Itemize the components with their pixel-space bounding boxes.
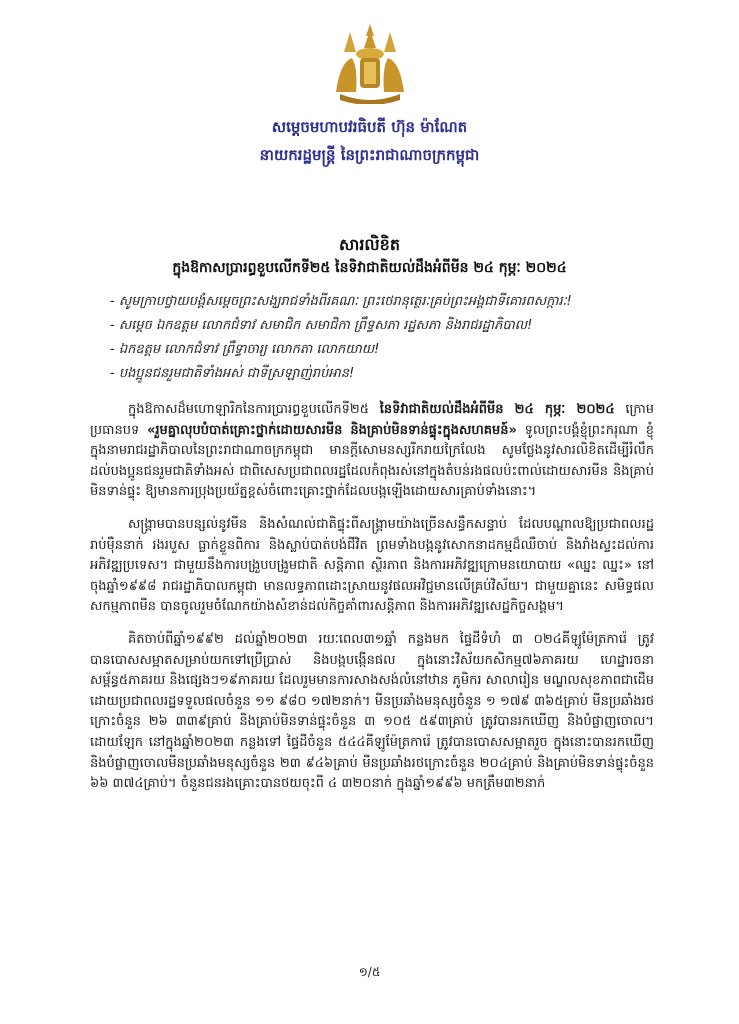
salutation-item: - ឯកឧត្តម លោកជំទាវ ព្រឹទ្ធាចារ្យ លោកតា លោកយាយ! [110,342,380,357]
paragraph: សង្គ្រាមបានបន្សល់នូវមីន និងសំណល់ជាតិផ្ទុះពីសង្គ្រាមយ៉ាងច្រើនសន្ធឹកសន្ធាប់ ដែលបណ្តាលឱ្យប្រជាពលរដ្ឋរាប់ម៉ឺននាក់ រងរបួស ធ្លាក់ខ្លួនពិការ និងស្លាប់បាត់បង់ជីវិត ព្រមទាំងបង្កនូវសោកនាដកម្មដ៏ឈឺចាប់ និងរាំងស្ទះដល់ការអភិវឌ្ឍប្រទេស។ ជាមួយនឹងការបង្រួបបង្រួមជាតិ សន្តិភាព ស្ថិរភាព និងការអភិវឌ្ឍក្រោមនយោបាយ «ឈ្នះ ឈ្នះ» នៅចុងឆ្នាំ១៩៩៨ រាជរដ្ឋាភិបាលកម្ពុជា មានលទ្ធភាពដោះស្រាយនូវផលអវិជ្ជមានលើគ្រប់វិស័យ។ ជាមួយគ្នានេះ សមិទ្ធផលសកម្មភាពមីន បានចូលរួមចំណែកយ៉ាងសំខាន់ដល់កិច្ចគាំពារសន្តិភាព និងការអភិវឌ្ឍសេដ្ឋកិច្ចសង្គម។ [90,516,654,615]
salutation-list [110,290,670,386]
salutation-item: - សម្តេច ឯកឧត្តម លោកជំទាវ សមាជិក សមាជិកា ព្រឹទ្ធសភា រដ្ឋសភា និងរាជរដ្ឋាភិបាល! [110,318,533,333]
author-position: នាយករដ្ឋមន្ត្រី នៃព្រះរាជាណាចក្រកម្ពុជា [259,146,480,164]
paragraph-text: ទូលព្រះបង្គំខ្ញុំព្រះករុណា ខ្ញុំ ក្នុងនាមរាជរដ្ឋាភិបាលនៃព្រះរាជាណាចក្រកម្ពុជា មានក្តីសោមនស្សរីករាយក្រៃលែង សូមថ្លែងនូវសារលិខិតដើម្បីរំលឹកដល់បងប្អូនជនរួមជាតិទាំងអស់ ជាពិសេសប្រជាពលរដ្ឋដែលកំពុងរស់នៅក្នុងតំបន់រងផលប៉ះពាល់ដោយសារមីន និងគ្រាប់មិនទាន់ផ្ទុះ ឱ្យមានការប្រុងប្រយ័ត្នខ្ពស់ចំពោះគ្រោះថ្នាក់ដែលបង្កឡើងដោយសារគ្រាប់ទាំងនោះ។ [90,422,655,500]
document-title: សារលិខិត [339,235,400,254]
royal-emblem-icon [330,22,410,104]
paragraph-bold-text: នៃទិវាជាតិយល់ដឹងអំពីមីន ២៤ កុម្ភៈ ២០២៤ [379,402,615,417]
page-number: ១/៥ [358,965,381,979]
document-subtitle: ក្នុងឱកាសប្រារព្ធខួបលើកទី២៥ នៃទិវាជាតិយល់ដឹងអំពីមីន ២៤ កុម្ភៈ ២០២៤ [172,260,567,276]
salutation-item: - បងប្អូនជនរួមជាតិទាំងអស់ ជាទីស្រឡាញ់រាប់អាន! [110,366,355,381]
paragraph: គិតចាប់ពីឆ្នាំ១៩៩២ ដល់ឆ្នាំ២០២៣ រយៈពេល៣១ឆ្នាំ កន្លងមក ផ្ទៃដីទំហំ ៣ ០២៤គីឡូម៉ែត្រការ៉េ ត្រូវបានបោសសម្អាតសម្រាប់យកទៅប្រើប្រាស់ និងបង្កបង្កើនផល ក្នុងនោះវិស័យកសិកម្ម៧៦ភាគរយ ហេដ្ឋារចនាសម្ព័ន្ធ៥ភាគរយ និងផ្សេងៗ១៩ភាគរយ ដែលរួមមានការសាងសង់លំនៅឋាន ភូមិករ សាលារៀន មណ្ឌលសុខភាពជាដើម ដោយប្រជាពលរដ្ឋទទួលផលចំនួន ១១ ៩៨០ ១៧២នាក់។ មីនប្រឆាំងមនុស្សចំនួន ១ ១៧៩ ៣៦៥គ្រាប់ មីនប្រឆាំងរថក្រោះចំនួន ២៦ ៣៣៩គ្រាប់ និងគ្រាប់មិនទាន់ផ្ទុះចំនួន ៣ ១០៥ ៥៩៣គ្រាប់ ត្រូវបានរកឃើញ និងបំផ្លាញចោល។ ដោយឡែក នៅក្នុងឆ្នាំ២០២៣ កន្លងទៅ ផ្ទៃដីចំនួន ៥៤៤គីឡូម៉ែត្រការ៉េ ត្រូវបានបោសសម្អាតរួច ក្នុងនោះបានរកឃើញ និងបំផ្លាញចោលមីនប្រឆាំងមនុស្សចំនួន ២៣ ៩៤៦គ្រាប់ មីនប្រឆាំងរថក្រោះចំនួន ២០៤គ្រាប់ និងគ្រាប់មិនទាន់ផ្ទុះចំនួន ៦៦ ៣៧៤គ្រាប់។ ចំនួនជនរងគ្រោះបានថយចុះពី ៤ ៣២០នាក់ ក្នុងឆ្នាំ១៩៩៦ មកត្រឹម៣២នាក់ [90,631,654,792]
paragraph-text: ក្រោមប្រធានបទ [90,402,655,438]
document-body [90,400,654,807]
salutation-item: - សូមក្រាបថ្វាយបង្គំសម្តេចព្រះសង្ឃរាជទាំងពីរគណៈ ព្រះថេរានុត្ថេរៈគ្រប់ព្រះអង្គជាទីគោរពសក្ការៈ! [110,294,572,309]
author-name: សម្តេចមហាបវរធិបតី ហ៊ុន ម៉ាណែត [271,118,468,136]
paragraph [90,400,654,503]
theme-title: «រួមគ្នាលុបបំបាត់គ្រោះថ្នាក់ដោយសារមីន និងគ្រាប់មិនទាន់ផ្ទុះក្នុងសហគមន៍» [146,422,517,438]
paragraph-text: ក្នុងឱកាសដ៏មហោឡារិកនៃការប្រារព្ធខួបលើកទី២៥ [128,402,380,417]
